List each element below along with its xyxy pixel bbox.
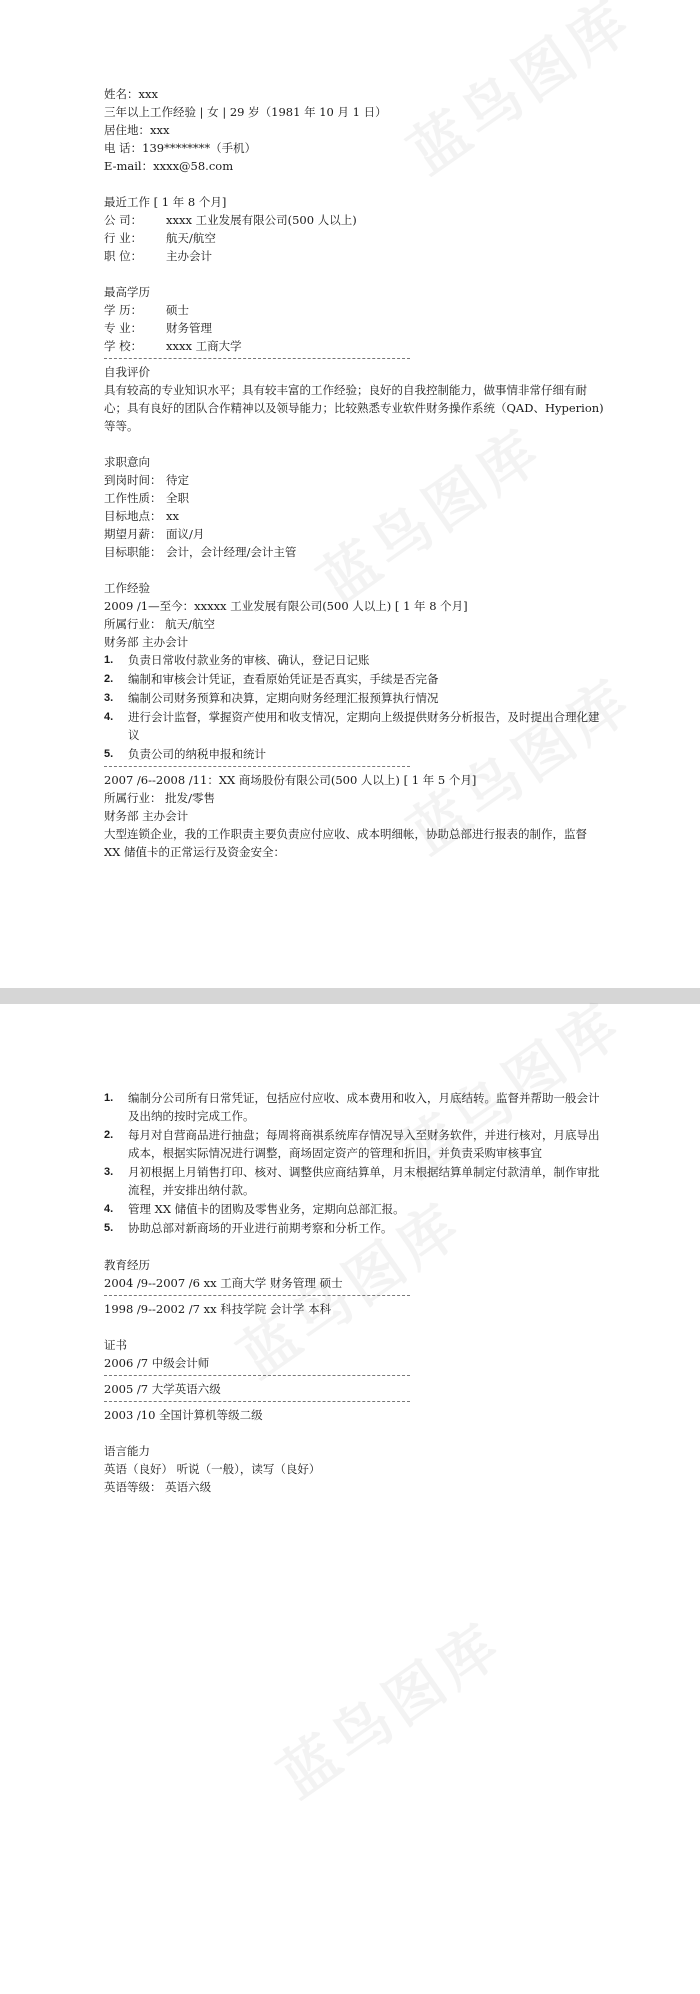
list-item: 5. 负责公司的纳税申报和统计 — [104, 747, 266, 761]
work-experience-section — [104, 579, 604, 861]
divider — [104, 1375, 410, 1376]
language-section — [104, 1442, 604, 1496]
job-intent-section — [104, 453, 604, 561]
recent-job-industry: 行 业： 航天/航空 — [104, 231, 216, 245]
recent-job-company: 公 司： xxxx 工业发展有限公司(500 人以上) — [104, 213, 357, 227]
list-item: 1. 编制分公司所有日常凭证，包括应付应收、成本费用和收入，月底结转。监督并帮助一般会计及出纳的按时完成工作。 — [104, 1091, 600, 1123]
intent-location: 目标地点： xx — [104, 509, 179, 523]
section-title: 最高学历 — [104, 285, 150, 299]
language-level: 英语等级： 英语六级 — [104, 1480, 212, 1494]
section-title: 自我评价 — [104, 365, 150, 379]
list-item: 4. 进行会计监督，掌握资产使用和收支情况，定期向上级提供财务分析报告，及时提出合理化建议 — [104, 710, 600, 742]
major: 专 业： 财务管理 — [104, 321, 212, 335]
list-item: 3. 编制公司财务预算和决算，定期向财务经理汇报预算执行情况 — [104, 691, 439, 705]
intent-salary: 期望月薪： 面议/月 — [104, 527, 205, 541]
job-period: 2007 /6--2008 /11：XX 商场股份有限公司(500 人以上) [ 1 年 5 个月] — [104, 773, 477, 787]
resume-page-1 — [0, 0, 700, 988]
intent-type: 工作性质： 全职 — [104, 491, 189, 505]
section-title: 语言能力 — [104, 1444, 150, 1458]
job-period: 2009 /1—至今：xxxxx 工业发展有限公司(500 人以上) [ 1 年 8 个月] — [104, 599, 468, 613]
job-department: 财务部 主办会计 — [104, 635, 189, 649]
list-item: 1. 负责日常收付款业务的审核、确认，登记日记账 — [104, 653, 370, 667]
duty-list — [104, 651, 604, 763]
education-section — [104, 1256, 604, 1318]
certificate-entry: 2003 /10 全国计算机等级二级 — [104, 1408, 263, 1422]
recent-job-position: 职 位： 主办会计 — [104, 249, 212, 263]
top-education-section — [104, 283, 604, 355]
email: E-mail：xxxx@58.com — [104, 159, 234, 173]
summary-line: 三年以上工作经验 | 女 | 29 岁（1981 年 10 月 1 日） — [104, 105, 387, 119]
divider — [104, 766, 410, 767]
section-title: 教育经历 — [104, 1258, 150, 1272]
resume-content — [104, 85, 604, 861]
education-entry: 1998 /9--2002 /7 xx 科技学院 会计学 本科 — [104, 1302, 332, 1316]
list-item: 2. 编制和审核会计凭证，查看原始凭证是否真实，手续是否完备 — [104, 672, 439, 686]
job-department: 财务部 主办会计 — [104, 809, 189, 823]
list-item: 3. 月初根据上月销售打印、核对、调整供应商结算单，月末根据结算单制定付款清单，制作审批流程，并安排出纳付款。 — [104, 1165, 600, 1197]
section-title: 工作经验 — [104, 581, 150, 595]
list-item: 4. 管理 XX 储值卡的团购及零售业务，定期向总部汇报。 — [104, 1202, 405, 1216]
job-industry: 所属行业： 批发/零售 — [104, 791, 216, 805]
divider — [104, 1401, 410, 1402]
page-separator — [0, 988, 700, 1004]
name: 姓名：xxx — [104, 87, 158, 101]
job-industry: 所属行业： 航天/航空 — [104, 617, 216, 631]
certificates-section — [104, 1336, 604, 1424]
intent-start: 到岗时间： 待定 — [104, 473, 189, 487]
section-title: 求职意向 — [104, 455, 150, 469]
list-item: 2. 每月对自营商品进行抽盘；每周将商祺系统库存情况导入至财务软件，并进行核对，月底导出成本，根据实际情况进行调整，商场固定资产的管理和折旧，并负责采购审核事宜 — [104, 1128, 600, 1160]
recent-job-section — [104, 193, 604, 265]
job-description: 大型连锁企业，我的工作职责主要负责应付应收、成本明细帐，协助总部进行报表的制作，监督 XX 储值卡的正常运行及资金安全： — [104, 827, 587, 859]
divider — [104, 358, 410, 359]
education-entry: 2004 /9--2007 /6 xx 工商大学 财务管理 硕士 — [104, 1276, 343, 1290]
list-item: 5. 协助总部对新商场的开业进行前期考察和分析工作。 — [104, 1221, 393, 1235]
certificate-entry: 2006 /7 中级会计师 — [104, 1356, 210, 1370]
resume-page-2 — [0, 1004, 700, 1994]
section-title: 最近工作 [ 1 年 8 个月] — [104, 195, 227, 209]
phone: 电 话：139********（手机） — [104, 141, 257, 155]
certificate-entry: 2005 /7 大学英语六级 — [104, 1382, 221, 1396]
duty-list — [104, 1089, 604, 1237]
section-title: 证书 — [104, 1338, 127, 1352]
residence: 居住地：xxx — [104, 123, 170, 137]
language-skill: 英语（良好） 听说（一般），读写（良好） — [104, 1462, 321, 1476]
self-evaluation-section — [104, 363, 604, 435]
divider — [104, 1295, 410, 1296]
degree: 学 历： 硕士 — [104, 303, 189, 317]
watermark — [259, 1598, 517, 1814]
school: 学 校： xxxx 工商大学 — [104, 339, 242, 353]
personal-info — [104, 85, 604, 175]
self-evaluation-text: 具有较高的专业知识水平；具有较丰富的工作经验；良好的自我控制能力，做事情非常仔细有耐心；具有良好的团队合作精神以及领导能力；比较熟悉专业软件财务操作系统（QAD、Hyperion)等等。 — [104, 383, 604, 433]
resume-content-continued — [104, 1089, 604, 1496]
intent-function: 目标职能： 会计，会计经理/会计主管 — [104, 545, 297, 559]
